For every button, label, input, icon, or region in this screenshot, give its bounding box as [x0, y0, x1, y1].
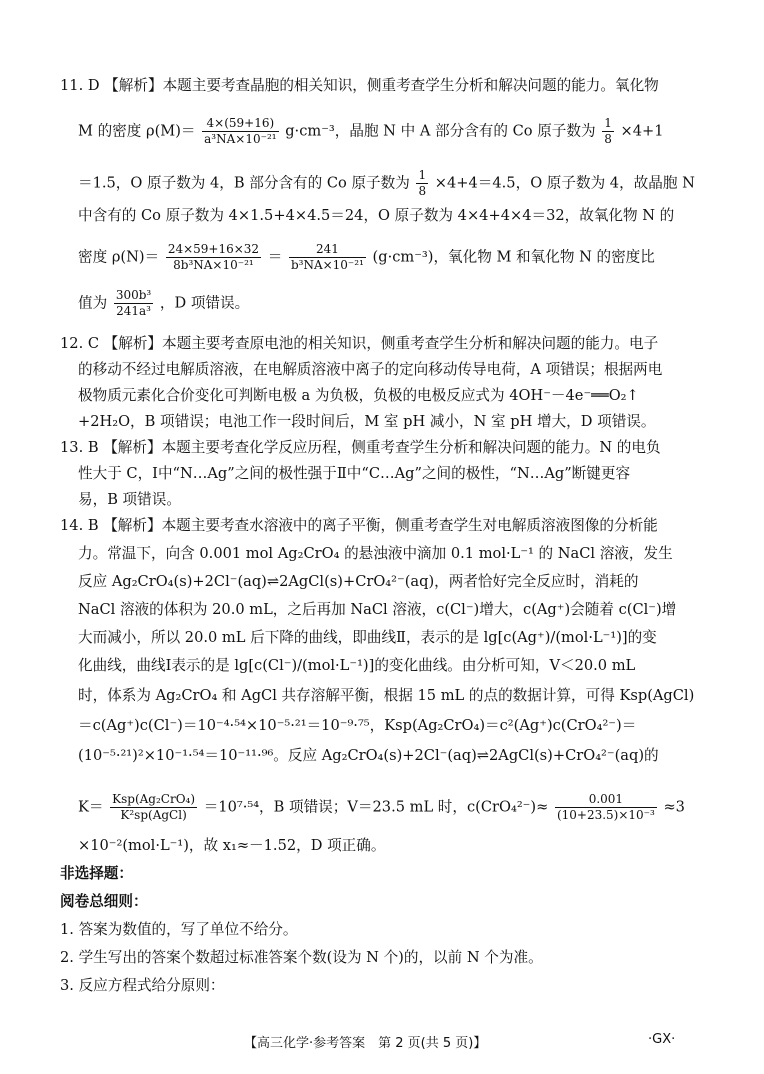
q11-line-3 [78, 168, 695, 199]
q14-line-3: 反应 Ag₂CrO₄(s)+2Cl⁻(aq)⇌2AgCl(s)+CrO₄²⁻(aq)，两者恰好完全反应时，消耗的 [78, 573, 639, 590]
fraction-denominator: K²sp(AgCl) [120, 808, 187, 822]
q11-text: M 的密度 ρ(M)＝ [78, 122, 196, 140]
fraction-denominator: 8b³NA×10⁻²¹ [173, 258, 254, 272]
q14-line-7: 时，体系为 Ag₂CrO₄ 和 AgCl 共存溶解平衡，根据 15 mL 的点的数据计算，可得 Ksp(AgCl) [78, 687, 695, 704]
q11-line-2 [78, 116, 664, 147]
q13-line-2: 性大于 C，Ⅰ中“N…Ag”之间的极性强于Ⅱ中“C…Ag”之间的极性，“N…Ag”断键更容 [78, 465, 631, 482]
rule-1: 1. 答案为数值的，写了单位不给分。 [60, 921, 298, 938]
q12-line-1: 12. C 【解析】本题主要考查原电池的相关知识，侧重考查学生分析和解决问题的能力。电子 [60, 335, 659, 352]
fraction-denominator: (10+23.5)×10⁻³ [556, 808, 655, 822]
fraction [110, 792, 197, 823]
q11-text: ×4+4＝4.5，O 原子数为 4，故晶胞 N [434, 174, 695, 192]
q11-text: (g·cm⁻³)，氧化物 M 和氧化物 N 的密度比 [372, 248, 655, 266]
fraction [289, 242, 366, 273]
q14-text: K＝ [78, 798, 104, 816]
fraction-numerator: 24×59+16×32 [167, 242, 260, 256]
fraction-numerator: 1 [418, 168, 427, 182]
fraction-denominator: b³NA×10⁻²¹ [290, 258, 364, 272]
q12-line-3: 极物质元素化合价变化可判断电极 a 为负极，负极的电极反应式为 4OH⁻－4e⁻══O₂↑ [78, 387, 639, 404]
fraction [166, 242, 261, 273]
fraction-numerator: 1 [604, 116, 612, 130]
section-title: 非选择题： [60, 865, 133, 882]
fraction-denominator: a³NA×10⁻²¹ [204, 132, 277, 146]
fraction [555, 792, 657, 823]
q14-line-2: 力。常温下，向含 0.001 mol Ag₂CrO₄ 的悬浊液中滴加 0.1 mol·L⁻¹ 的 NaCl 溶液，发生 [78, 545, 673, 562]
equals-sign: ＝ [267, 248, 283, 266]
q11-text: g·cm⁻³，晶胞 N 中 A 部分含有的 Co 原子数为 [285, 122, 596, 140]
footer-page-info: 【高三化学·参考答案 第 2 页(共 5 页)】 [244, 1036, 487, 1051]
q12-line-4: +2H₂O，B 项错误；电池工作一段时间后，M 室 pH 减小，N 室 pH 增大，D 项错误。 [78, 413, 656, 430]
q11-text: ，D 项错误。 [159, 294, 250, 312]
q12-line-2: 的移动不经过电解质溶液，在电解质溶液中离子的定向移动传导电荷，A 项错误；根据两电 [78, 361, 663, 378]
rule-3: 3. 反应方程式给分原则： [60, 977, 225, 994]
fraction [416, 168, 428, 199]
q14-line-10 [78, 792, 685, 823]
q13-line-1: 13. B 【解析】本题主要考查化学反应历程，侧重考查学生分析和解决问题的能力。N 的电负 [60, 439, 661, 456]
q14-line-9: (10⁻⁵·²¹)²×10⁻¹·⁵⁴＝10⁻¹¹·⁹⁶。反应 Ag₂CrO₄(s)+2Cl⁻(aq)⇌2AgCl(s)+CrO₄²⁻(aq)的 [78, 747, 659, 764]
fraction-denominator: 8 [418, 184, 427, 198]
q14-line-5: 大而减小，所以 20.0 mL 后下降的曲线，即曲线Ⅱ，表示的是 lg[c(Ag⁺)/(mol·L⁻¹)]的变 [78, 629, 657, 646]
q14-line-8: ＝c(Ag⁺)c(Cl⁻)＝10⁻⁴·⁵⁴×10⁻⁵·²¹＝10⁻⁹·⁷⁵，Ksp(Ag₂CrO₄)＝c²(Ag⁺)c(CrO₄²⁻)＝ [78, 717, 637, 734]
q11-text: 密度 ρ(N)＝ [78, 248, 160, 266]
fraction-denominator: 241a³ [116, 304, 151, 318]
q14-line-11: ×10⁻²(mol·L⁻¹)，故 x₁≈－1.52，D 项正确。 [78, 837, 386, 854]
q11-text: ×4+1 [620, 122, 664, 140]
q14-text: ≈3 [663, 798, 685, 816]
rules-title: 阅卷总细则： [60, 893, 148, 910]
fraction [114, 288, 153, 319]
rule-2: 2. 学生写出的答案个数超过标准答案个数(设为 N 个)的，以前 N 个为准。 [60, 949, 543, 966]
fraction-numerator: 241 [289, 242, 366, 258]
fraction-denominator: 8 [604, 132, 612, 146]
q14-line-1: 14. B 【解析】本题主要考查水溶液中的离子平衡，侧重考查学生对电解质溶液图像的分析能 [60, 517, 658, 534]
q14-text: ＝10⁷·⁵⁴，B 项错误；V＝23.5 mL 时，c(CrO₄²⁻)≈ [203, 798, 549, 816]
q14-line-6: 化曲线，曲线Ⅰ表示的是 lg[c(Cl⁻)/(mol·L⁻¹)]的变化曲线。由分析可知，V＜20.0 mL [78, 657, 636, 674]
fraction-numerator: 0.001 [555, 792, 657, 808]
fraction-numerator: 300b³ [115, 288, 152, 302]
fraction-numerator: Ksp(Ag₂CrO₄) [112, 792, 196, 806]
q11-text: 值为 [78, 294, 108, 312]
q13-line-3: 易，B 项错误。 [78, 491, 181, 508]
q11-line-5 [78, 242, 655, 273]
q11-line-4: 中含有的 Co 原子数为 4×1.5+4×4.5＝24，O 原子数为 4×4+4×4＝32，故氧化物 N 的 [78, 207, 675, 224]
fraction [202, 116, 278, 147]
fraction-numerator: 4×(59+16) [202, 116, 278, 132]
footer-code: ·GX· [648, 1032, 676, 1047]
q11-text: ＝1.5，O 原子数为 4，B 部分含有的 Co 原子数为 [78, 174, 410, 192]
q14-line-4: NaCl 溶液的体积为 20.0 mL，之后再加 NaCl 溶液，c(Cl⁻)增大，c(Ag⁺)会随着 c(Cl⁻)增 [78, 601, 677, 618]
fraction [602, 116, 614, 147]
q11-line-6 [78, 288, 249, 319]
q11-line-1: 11. D 【解析】本题主要考查晶胞的相关知识，侧重考查学生分析和解决问题的能力。氧化物 [60, 77, 659, 94]
